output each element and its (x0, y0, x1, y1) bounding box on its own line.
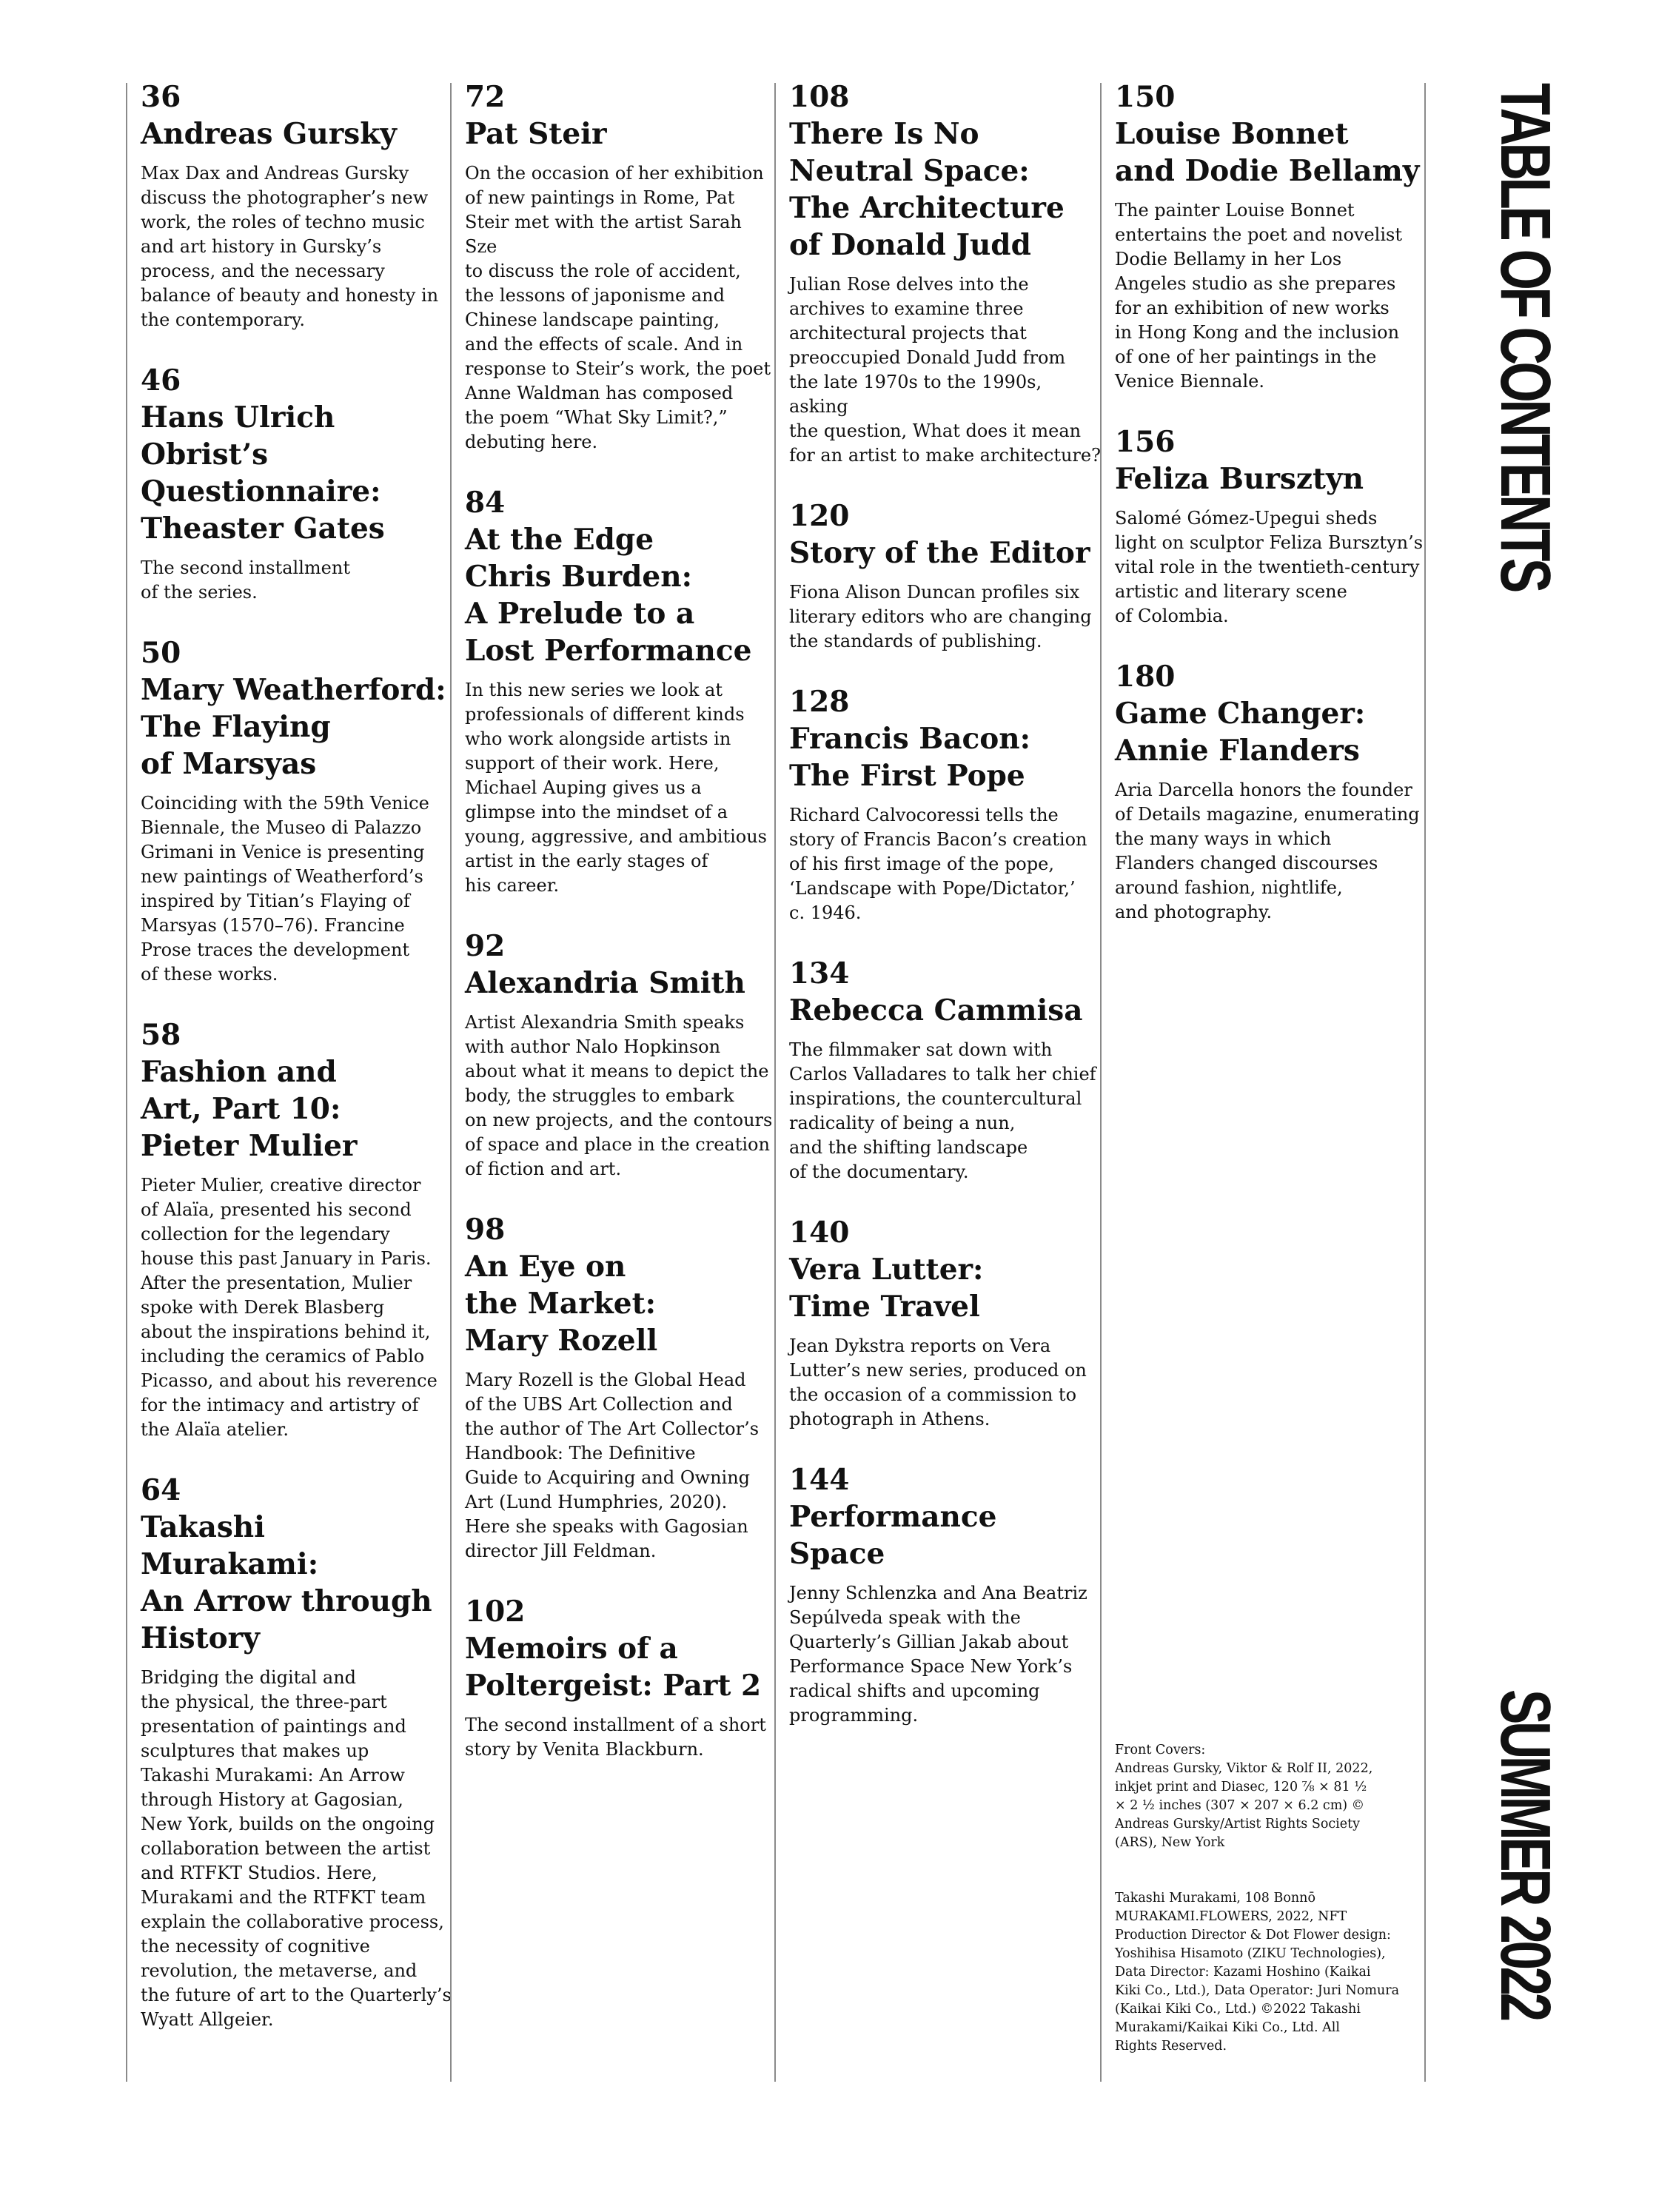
entry-title[interactable]: Fashion and Art, Part 10: Pieter Mulier (141, 1055, 358, 1163)
entry-title[interactable]: At the Edge Chris Burden: A Prelude to a Lost Performance (465, 523, 752, 668)
toc-entry[interactable] (465, 928, 776, 1182)
entry-description: Coinciding with the 59th Venice Biennale, the Museo di Palazzo Grimani in Venice is presenting new paintings of Weatherford’s inspired by Titian’s Flaying of Marsyas (1570–76). Francine Prose traces the development of these works. (141, 793, 429, 985)
entry-title[interactable]: Hans Ulrich Obrist’s Questionnaire: Theaster Gates (141, 400, 385, 546)
page-number: 128 (789, 685, 850, 719)
entry-title[interactable]: Feliza Bursztyn (1115, 462, 1364, 496)
toc-entry[interactable] (1115, 78, 1424, 394)
toc-entry[interactable] (789, 497, 1102, 654)
entry-title[interactable]: Alexandria Smith (465, 966, 745, 1000)
entry-description: On the occasion of her exhibition of new paintings in Rome, Pat Steir met with the artist Sarah Sze to discuss the role of accident, the lessons of japonisme and Chinese landscape painting, and the effects of scale. And in response to Steir’s work, the poet Anne Waldman has composed the poem “What Sky Limit?,” debuting here. (465, 163, 771, 452)
page-number: 92 (465, 929, 506, 963)
toc-entry[interactable] (465, 1593, 776, 1762)
cover-credit-gursky: Front Covers: Andreas Gursky, Viktor & Rolf II, 2022, inkjet print and Diasec, 120 ⅞ × 81 ½ × 2 ½ inches (307 × 207 × 6.2 cm) © Andreas Gursky/Artist Rights Society (ARS), New York (1115, 1743, 1373, 1850)
entry-title[interactable]: Pat Steir (465, 117, 607, 151)
page-number: 84 (465, 486, 506, 520)
toc-entry[interactable] (789, 1214, 1102, 1432)
toc-entry[interactable] (141, 362, 452, 605)
entry-description: The second installment of the series. (141, 557, 350, 603)
toc-entry[interactable] (1115, 423, 1424, 629)
toc-entry[interactable] (789, 683, 1102, 925)
toc-entry[interactable] (465, 78, 776, 455)
entry-title[interactable]: Rebecca Cammisa (789, 993, 1083, 1028)
cover-credits (1115, 1723, 1414, 2074)
toc-entry[interactable] (141, 634, 452, 987)
entry-description: Artist Alexandria Smith speaks with author Nalo Hopkinson about what it means to depict the body, the struggles to embark on new projects, and the contours of space and place in the creation of fiction and art. (465, 1012, 773, 1179)
entry-description: Max Dax and Andreas Gursky discuss the photographer’s new work, the roles of techno music and art history in Gursky’s process, and the necessary balance of beauty and honesty in the contemporary. (141, 163, 439, 330)
entry-title[interactable]: Vera Lutter: Time Travel (789, 1253, 984, 1324)
page-number: 98 (465, 1213, 506, 1247)
table-of-contents-heading: TABLE OF CONTENTS (1486, 83, 1565, 590)
entry-title[interactable]: Game Changer: Annie Flanders (1115, 697, 1366, 768)
entry-description: Aria Darcella honors the founder of Details magazine, enumerating the many ways in which Flanders changed discourses around fashion, nightlife, and photography. (1115, 780, 1420, 922)
page-number: 46 (141, 363, 181, 398)
entry-description: In this new series we look at professionals of different kinds who work alongside artists in support of their work. Here, Michael Auping gives us a glimpse into the mindset of a young, aggressive, and ambitious artist in the early stages of his career. (465, 680, 767, 896)
page-number: 108 (789, 80, 850, 114)
entry-description: Julian Rose delves into the archives to examine three architectural projects that preoccupied Donald Judd from the late 1970s to the 1990s, asking the question, What does it mean for an artist to make architecture? (789, 274, 1101, 466)
entry-title[interactable]: Louise Bonnet and Dodie Bellamy (1115, 117, 1420, 188)
toc-entry[interactable] (789, 78, 1102, 468)
page-number: 180 (1115, 660, 1176, 694)
page-number: 58 (141, 1018, 181, 1052)
entry-description: Richard Calvocoressi tells the story of Francis Bacon’s creation of his first image of the pope, ‘Landscape with Pope/Dictator,’ c. 1946. (789, 805, 1087, 923)
entry-description: Mary Rozell is the Global Head of the UBS Art Collection and the author of The Art Collector’s Handbook: The Definitive Guide to Acquiring and Owning Art (Lund Humphries, 2020). Here she speaks with Gagosian director Jill Feldman. (465, 1370, 760, 1561)
toc-entry[interactable] (789, 955, 1102, 1184)
page-number: 36 (141, 80, 181, 114)
entry-title[interactable]: An Eye on the Market: Mary Rozell (465, 1250, 658, 1358)
entry-description: Jenny Schlenzka and Ana Beatriz Sepúlveda speak with the Quarterly’s Gillian Jakab about Performance Space New York’s radical shifts and upcoming programming. (789, 1583, 1087, 1726)
page-number: 72 (465, 80, 506, 114)
toc-column-2 (450, 80, 776, 2082)
cover-credit-murakami: Takashi Murakami, 108 Bonnō MURAKAMI.FLOWERS, 2022, NFT Production Director & Dot Flower design: Yoshihisa Hisamoto (ZIKU Technologies), Data Director: Kazami Hoshino (Kaikai Kiki Co., Ltd.), Data Operator: Juri Nomura (Kaikai Kiki Co., Ltd.) ©2022 Takashi Murakami/Kaikai Kiki Co., Ltd. All Rights Reserved. (1115, 1891, 1400, 2054)
entry-description: Jean Dykstra reports on Vera Lutter’s new series, produced on the occasion of a commission to photograph in Athens. (789, 1335, 1087, 1430)
page-number: 150 (1115, 80, 1176, 114)
entry-title[interactable]: Andreas Gursky (141, 117, 397, 151)
entry-description: Pieter Mulier, creative director of Alaïa, presented his second collection for the legendary house this past January in Paris. After the presentation, Mulier spoke with Derek Blasberg about the inspirations behind it, including the ceramics of Pablo Picasso, and about his reverence for the intimacy and artistry of the Alaïa atelier. (141, 1175, 438, 1440)
page-number: 134 (789, 956, 850, 991)
entry-description: The filmmaker sat down with Carlos Valladares to talk her chief inspirations, the countercultural radicality of being a nun, and the shifting landscape of the documentary. (789, 1039, 1096, 1182)
entry-title[interactable]: Mary Weatherford: The Flaying of Marsyas (141, 673, 446, 781)
toc-entry[interactable] (465, 1211, 776, 1564)
issue-season-heading: SUMMER 2022 (1486, 1689, 1565, 2019)
entry-description: The second installment of a short story by Venita Blackburn. (465, 1715, 766, 1760)
page-number: 140 (789, 1216, 850, 1250)
entry-title[interactable]: Takashi Murakami: An Arrow through History (141, 1510, 432, 1655)
page-number: 64 (141, 1473, 181, 1507)
entry-description: Bridging the digital and the physical, the three-part presentation of paintings and sculptures that makes up Takashi Murakami: An Arrow through History at Gagosian, New York, builds on the ongoing collaboration between the artist and RTFKT Studios. Here, Murakami and the RTFKT team explain the collaborative process, the necessity of cognitive revolution, the metaverse, and the future of art to the Quarterly’s Wyatt Allgeier. (141, 1667, 452, 2030)
toc-entry[interactable] (141, 78, 452, 332)
toc-entry[interactable] (141, 1472, 452, 2032)
entry-description: Salomé Gómez-Upegui sheds light on sculptor Feliza Bursztyn’s vital role in the twentieth-century artistic and literary scene of Colombia. (1115, 508, 1424, 626)
toc-column-4 (1100, 80, 1426, 2082)
page-number: 120 (789, 499, 850, 533)
entry-title[interactable]: There Is No Neutral Space: The Architecture of Donald Judd (789, 117, 1065, 262)
entry-description: Fiona Alison Duncan profiles six literary editors who are changing the standards of publishing. (789, 582, 1092, 651)
toc-column-1 (126, 80, 452, 2082)
page-number: 102 (465, 1595, 526, 1629)
entry-title[interactable]: Francis Bacon: The First Pope (789, 722, 1031, 793)
entry-title[interactable]: Story of the Editor (789, 536, 1090, 570)
toc-entry[interactable] (465, 484, 776, 898)
entry-title[interactable]: Memoirs of a Poltergeist: Part 2 (465, 1632, 762, 1703)
entry-description: The painter Louise Bonnet entertains the poet and novelist Dodie Bellamy in her Los Angeles studio as she prepares for an exhibition of new works in Hong Kong and the inclusion of one of her paintings in the Venice Biennale. (1115, 200, 1402, 392)
entry-title[interactable]: Performance Space (789, 1500, 997, 1571)
toc-entry[interactable] (789, 1461, 1102, 1728)
toc-entry[interactable] (141, 1016, 452, 1442)
page-number: 156 (1115, 425, 1176, 459)
page-number: 144 (789, 1463, 850, 1497)
toc-column-3 (774, 80, 1102, 2082)
toc-entry[interactable] (1115, 658, 1424, 925)
page-number: 50 (141, 636, 181, 670)
